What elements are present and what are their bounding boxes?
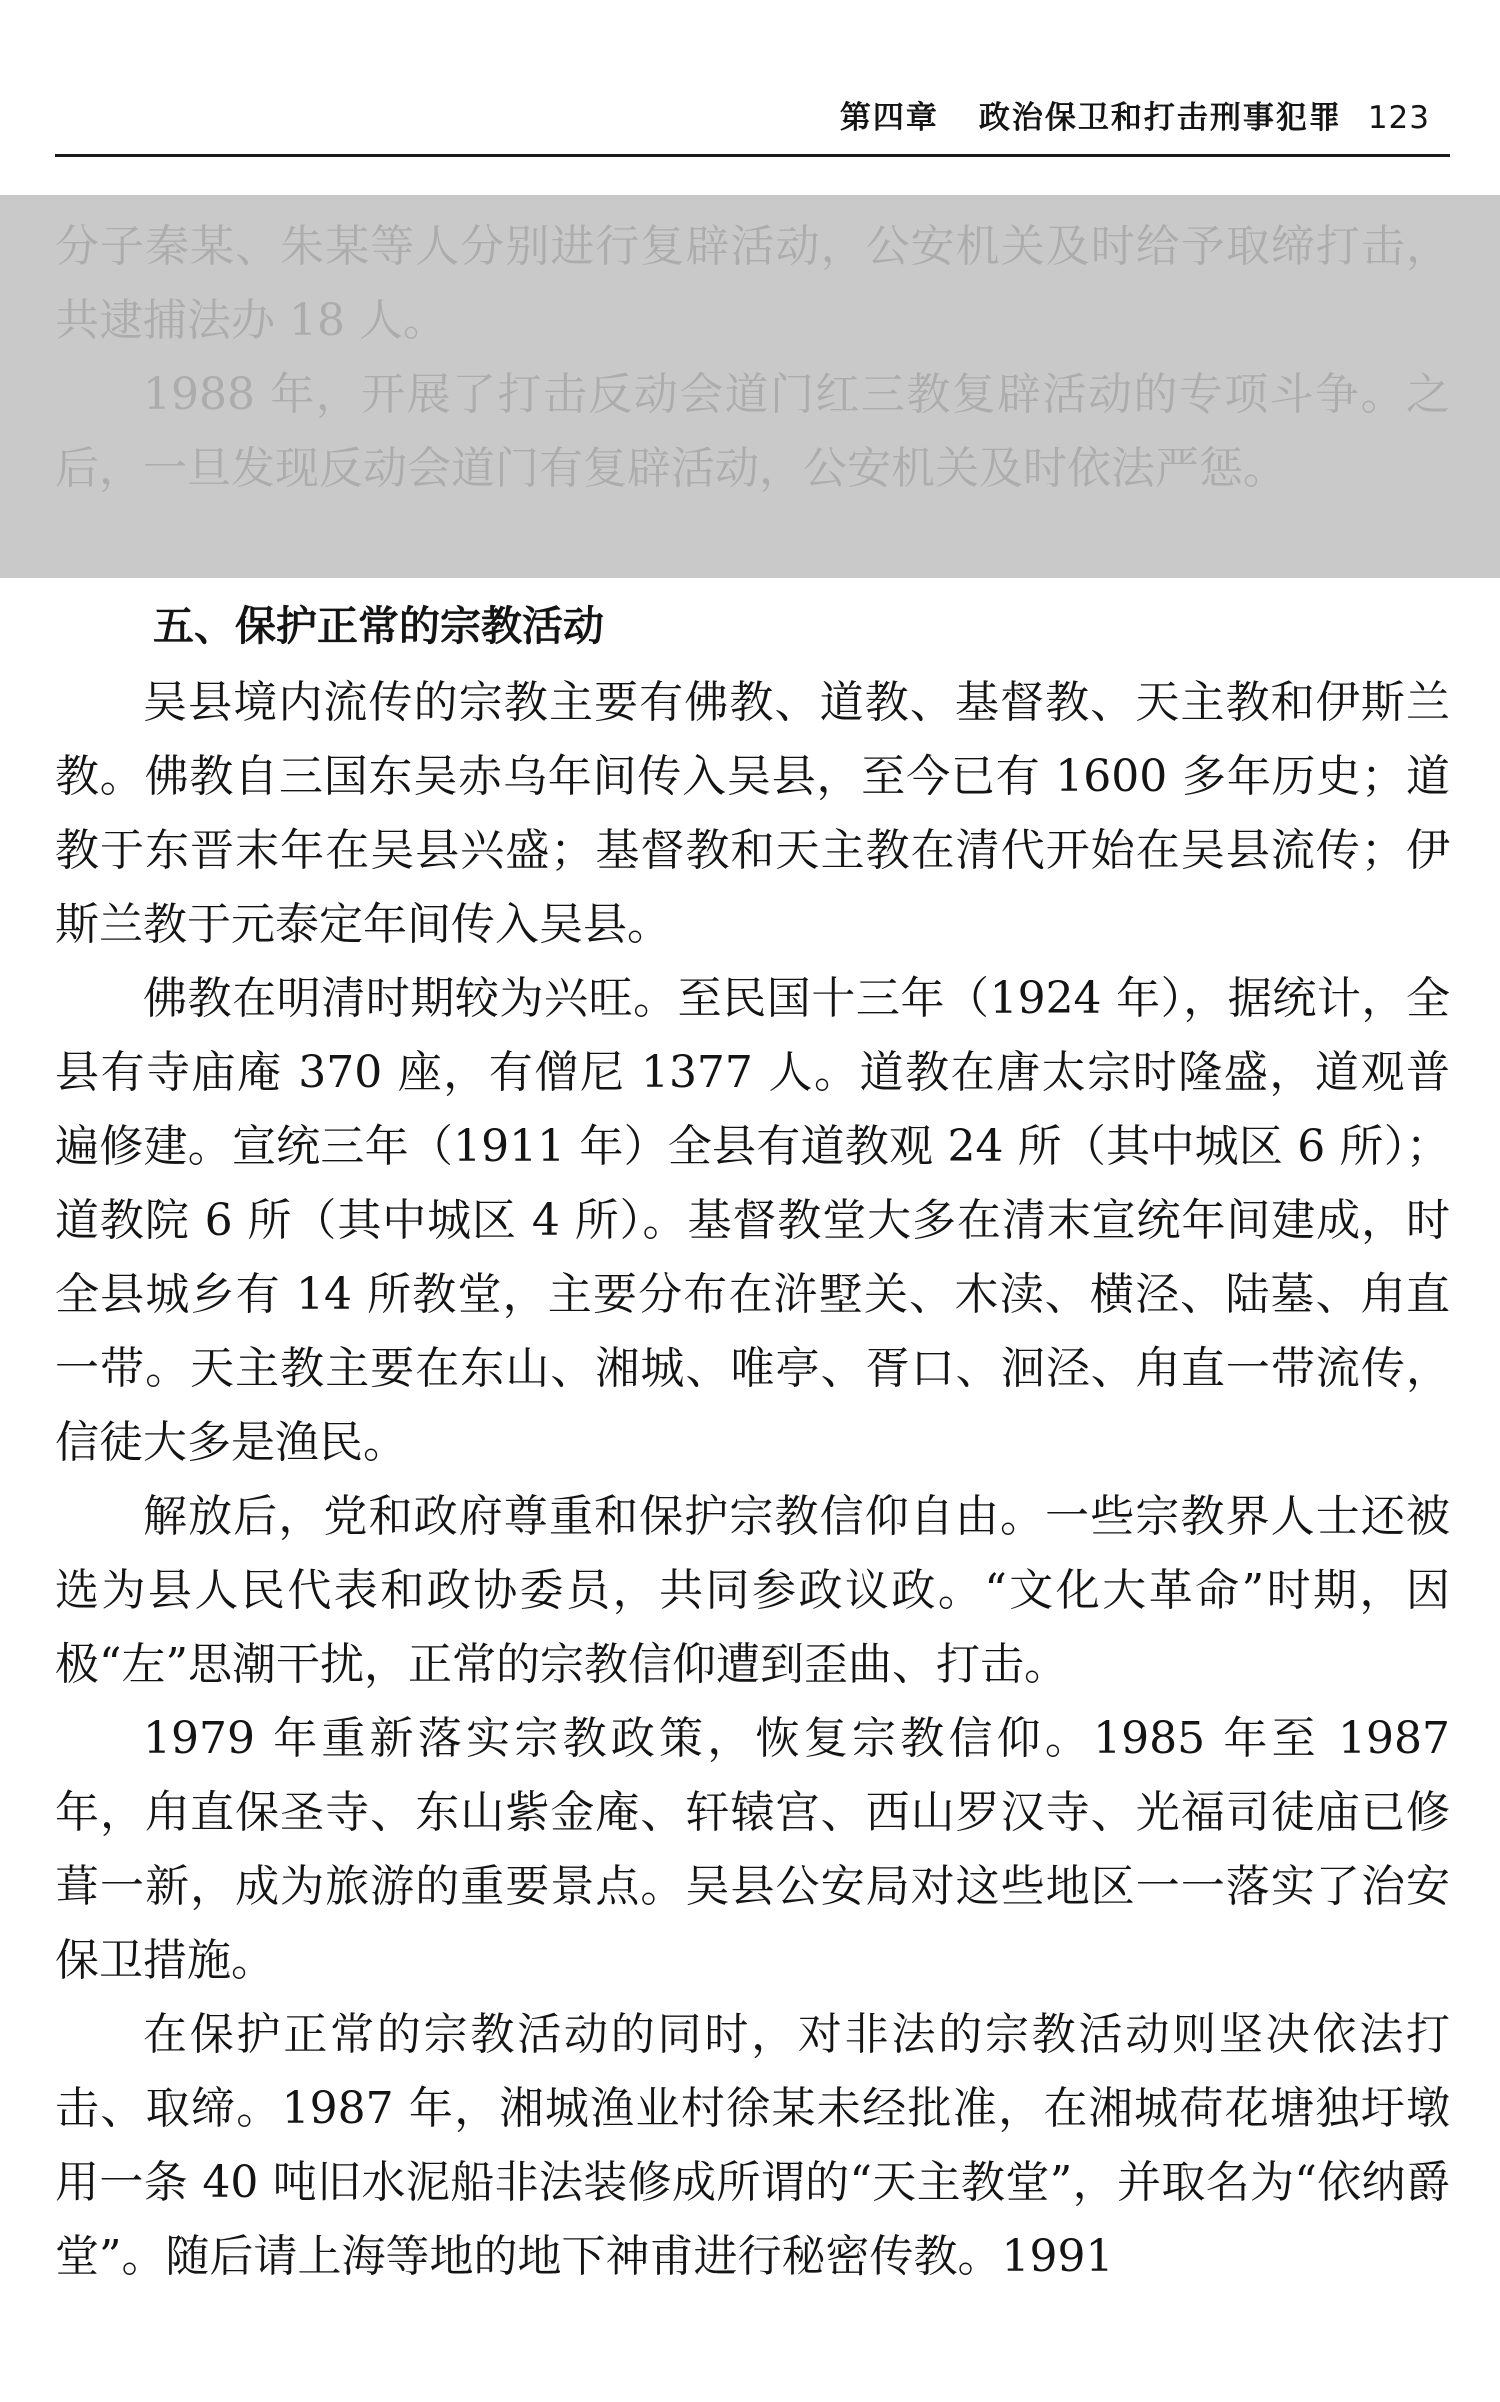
- body-paragraph: 在保护正常的宗教活动的同时，对非法的宗教活动则坚决依法打击、取缔。1987 年，湘城渔业村徐某未经批准，在湘城荷花塘独圩墩用一条 40 吨旧水泥船非法装修成所谓的“天主教堂”，并取名为“依纳爵堂”。随后请上海等地的地下神甫进行秘密传教。1991: [55, 2009, 1450, 2282]
- faded-paragraph: 分子秦某、朱某等人分别进行复辟活动，公安机关及时给予取缔打击，共逮捕法办 18 人。: [55, 221, 1450, 346]
- body-paragraph: 吴县境内流传的宗教主要有佛教、道教、基督教、天主教和伊斯兰教。佛教自三国东吴赤乌年间传入吴县，至今已有 1600 多年历史；道教于东晋末年在吴县兴盛；基督教和天主教在清代开始在吴县流传；伊斯兰教于元泰定年间传入吴县。: [55, 677, 1450, 950]
- running-head: [840, 92, 1430, 137]
- faded-paragraph: 1988 年，开展了打击反动会道门红三教复辟活动的专项斗争。之后，一旦发现反动会道门有复辟活动，公安机关及时依法严惩。: [55, 369, 1450, 494]
- faded-text-block: [55, 210, 1450, 506]
- body-paragraph: 1979 年重新落实宗教政策，恢复宗教信仰。1985 年至 1987 年，甪直保圣寺、东山紫金庵、轩辕宫、西山罗汉寺、光福司徒庙已修葺一新，成为旅游的重要景点。吴县公安局对这些地区一一落实了治安保卫措施。: [55, 1713, 1450, 1986]
- chapter-label: 第四章: [839, 100, 939, 136]
- body-paragraph: 解放后，党和政府尊重和保护宗教信仰自由。一些宗教界人士还被选为县人民代表和政协委员，共同参政议政。“文化大革命”时期，因极“左”思潮干扰，正常的宗教信仰遭到歪曲、打击。: [55, 1491, 1450, 1690]
- main-text-block: [55, 590, 1450, 2294]
- page-number: 123: [1367, 100, 1430, 136]
- body-paragraph: 佛教在明清时期较为兴旺。至民国十三年（1924 年），据统计，全县有寺庙庵 370 座，有僧尼 1377 人。道教在唐太宗时隆盛，道观普遍修建。宣统三年（1911 年）全县有道教观 24 所（其中城区 6 所）；道教院 6 所（其中城区 4 所）。基督教堂大多在清末宣统年间建成，时全县城乡有 14 所教堂，主要分布在浒墅关、木渎、横泾、陆墓、甪直一带。天主教主要在东山、湘城、唯亭、胥口、洄泾、甪直一带流传，信徒大多是渔民。: [55, 973, 1450, 1468]
- section-heading: 五、保护正常的宗教活动: [153, 602, 604, 650]
- chapter-title: 政治保卫和打击刑事犯罪: [978, 100, 1342, 136]
- header-rule: [55, 154, 1450, 157]
- page-header: [55, 92, 1450, 152]
